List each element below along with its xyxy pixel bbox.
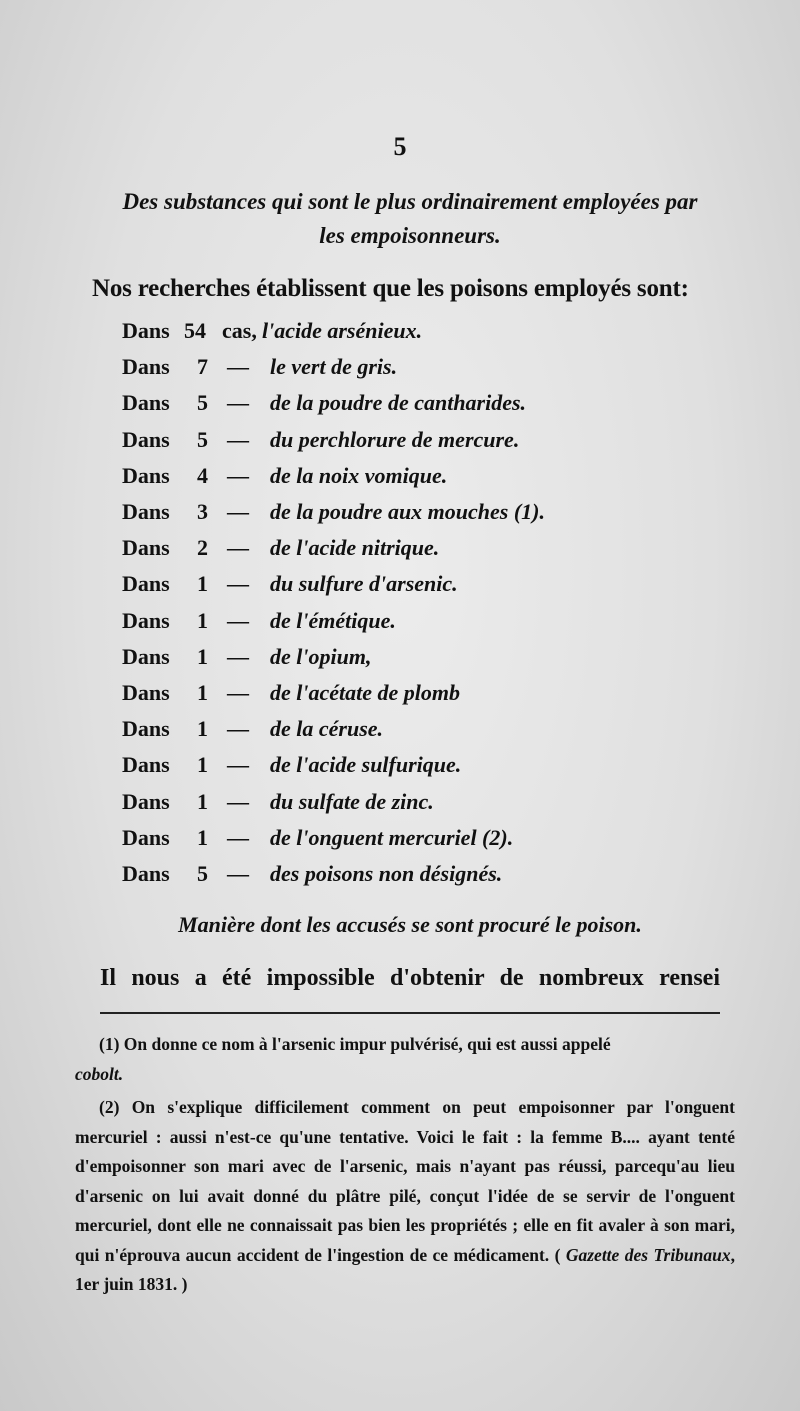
poison-list-item	[122, 499, 742, 535]
poison-list-item	[122, 789, 742, 825]
poison-list-separator: —	[227, 571, 249, 597]
poison-list-separator: —	[227, 716, 249, 742]
poison-list-substance: de l'opium,	[270, 643, 372, 669]
poison-list-separator: —	[227, 680, 249, 705]
poison-list-substance: du sulfate de zinc.	[270, 788, 434, 814]
poison-list-count: 1	[197, 716, 208, 742]
poison-list-count: 54	[184, 318, 206, 343]
footnote-1	[75, 1030, 735, 1089]
poison-list-substance: de la poudre de cantharides.	[270, 390, 527, 416]
poison-list-separator: —	[227, 861, 249, 886]
section-heading-line2: les empoisonneurs.	[319, 223, 501, 248]
poison-list-count: 1	[197, 824, 208, 850]
footnote-1-continuation: cobolt.	[75, 1063, 124, 1084]
poison-list-substance: de l'acétate de plomb	[270, 680, 460, 705]
poison-list-count: 2	[197, 535, 208, 561]
poison-list-separator: —	[227, 535, 249, 561]
poison-list-item	[122, 716, 742, 752]
poison-list-item	[122, 752, 742, 788]
poison-list-label: Dans	[122, 716, 170, 742]
footnote-1-text: (1) On donne ce nom à l'arsenic impur pulvérisé, qui est aussi appelé	[99, 1034, 611, 1054]
poison-list-substance: de la poudre aux mouches (1).	[270, 499, 545, 524]
poison-list-separator: —	[227, 643, 249, 669]
poison-list-label: Dans	[122, 571, 170, 597]
poison-list-item	[122, 825, 742, 861]
footnote-2-text: (2) On s'explique difficilement comment on peut empoisonner par l'onguent mercuriel : aussi n'est-ce qu'une tentative. Voici le fait : la femme B.... ayant tenté d'empoisonner son mari avec de l'arsenic, mais n'ayant pas réussi, parcequ'au lieu d'arsenic on lui avait donné du plâtre pilé, conçut l'idée de se servir de l'onguent mercuriel, dont elle ne connaissait pas bien les propriétés ; elle en fit avaler à son mari, qui n'éprouva aucun accident de l'ingestion de ce médicament.	[75, 1097, 735, 1265]
poison-list-item	[122, 535, 742, 571]
poison-list-substance: du sulfure d'arsenic.	[270, 571, 458, 597]
footnote-2-cite-date: , 1er juin 1831. )	[75, 1244, 736, 1294]
poison-list-count: 4	[197, 462, 208, 488]
poison-list-count: 1	[197, 788, 208, 814]
poison-list-separator: —	[227, 788, 249, 814]
poison-list-label: Dans	[122, 499, 170, 524]
poison-list-count: 1	[197, 643, 208, 669]
poison-list-substance: l'acide arsénieux.	[262, 318, 423, 343]
poison-list-label: Dans	[122, 354, 170, 380]
poison-list-count: 7	[197, 354, 208, 380]
poison-list-separator: —	[227, 499, 249, 524]
page-number: 5	[393, 132, 407, 161]
poison-list-label: Dans	[122, 607, 170, 633]
poison-list-count: 1	[197, 571, 208, 597]
poison-list-substance: du perchlorure de mercure.	[270, 426, 520, 452]
poison-list-substance: de l'acide sulfurique.	[270, 752, 462, 778]
intro-sentence: Nos recherches établissent que les poisons employés sont:	[92, 275, 689, 302]
poison-list-item	[122, 644, 742, 680]
body-text-line: Il nous a été impossible d'obtenir de nombreux rensei	[100, 965, 720, 991]
poison-list-substance: de la céruse.	[270, 716, 384, 742]
footnotes	[75, 1030, 735, 1304]
section-heading-line1: Des substances qui sont le plus ordinairement employées par	[122, 189, 698, 214]
poison-list-substance: de l'émétique.	[270, 607, 396, 633]
poison-list-label: Dans	[122, 861, 170, 886]
poison-list-label: Dans	[122, 788, 170, 814]
poison-list-item	[122, 463, 742, 499]
poison-list-count: 5	[197, 861, 208, 886]
poison-list-separator: —	[227, 354, 249, 380]
poison-list-separator: —	[227, 462, 249, 488]
poison-list-substance: le vert de gris.	[270, 354, 398, 380]
poison-list-label: Dans	[122, 535, 170, 561]
footnote-separator	[100, 1012, 720, 1014]
subsection-heading: Manière dont les accusés se sont procuré le poison.	[178, 912, 642, 937]
poison-list-item	[122, 861, 742, 897]
poison-list-separator: —	[227, 607, 249, 633]
poison-list-separator: —	[227, 426, 249, 452]
poison-list-label: Dans	[122, 390, 170, 416]
poison-list-label: Dans	[122, 680, 170, 705]
footnote-2	[75, 1093, 735, 1300]
poison-list-separator: cas,	[222, 318, 257, 343]
poison-list-item	[122, 608, 742, 644]
poison-list-substance: de l'acide nitrique.	[270, 535, 440, 561]
section-heading	[90, 185, 730, 253]
poison-list-count: 5	[197, 390, 208, 416]
poison-list-label: Dans	[122, 824, 170, 850]
poison-list-substance: des poisons non désignés.	[270, 861, 503, 886]
poison-list-item	[122, 680, 742, 716]
footnote-2-cite-open: (	[554, 1244, 561, 1265]
poison-list-item	[122, 354, 742, 390]
poison-list-substance: de la noix vomique.	[270, 462, 448, 488]
poison-list-label: Dans	[122, 462, 170, 488]
poison-list-count: 3	[197, 499, 208, 524]
poison-list-count: 1	[197, 752, 208, 778]
poison-list-label: Dans	[122, 426, 170, 452]
poison-list-label: Dans	[122, 643, 170, 669]
poison-list-label: Dans	[122, 752, 170, 778]
poison-list-item	[122, 571, 742, 607]
poison-list-separator: —	[227, 752, 249, 778]
poison-list-item	[122, 427, 742, 463]
poison-list-item	[122, 390, 742, 426]
poison-list-count: 5	[197, 426, 208, 452]
footnote-2-cite-source: Gazette des Tribunaux	[565, 1244, 731, 1265]
poison-list-count: 1	[197, 607, 208, 633]
poison-list-substance: de l'onguent mercuriel (2).	[270, 824, 514, 850]
poison-list-item	[122, 318, 742, 354]
poison-list-separator: —	[227, 390, 249, 416]
poison-list-label: Dans	[122, 318, 170, 343]
poison-list-separator: —	[227, 824, 249, 850]
poison-list-count: 1	[197, 680, 208, 705]
